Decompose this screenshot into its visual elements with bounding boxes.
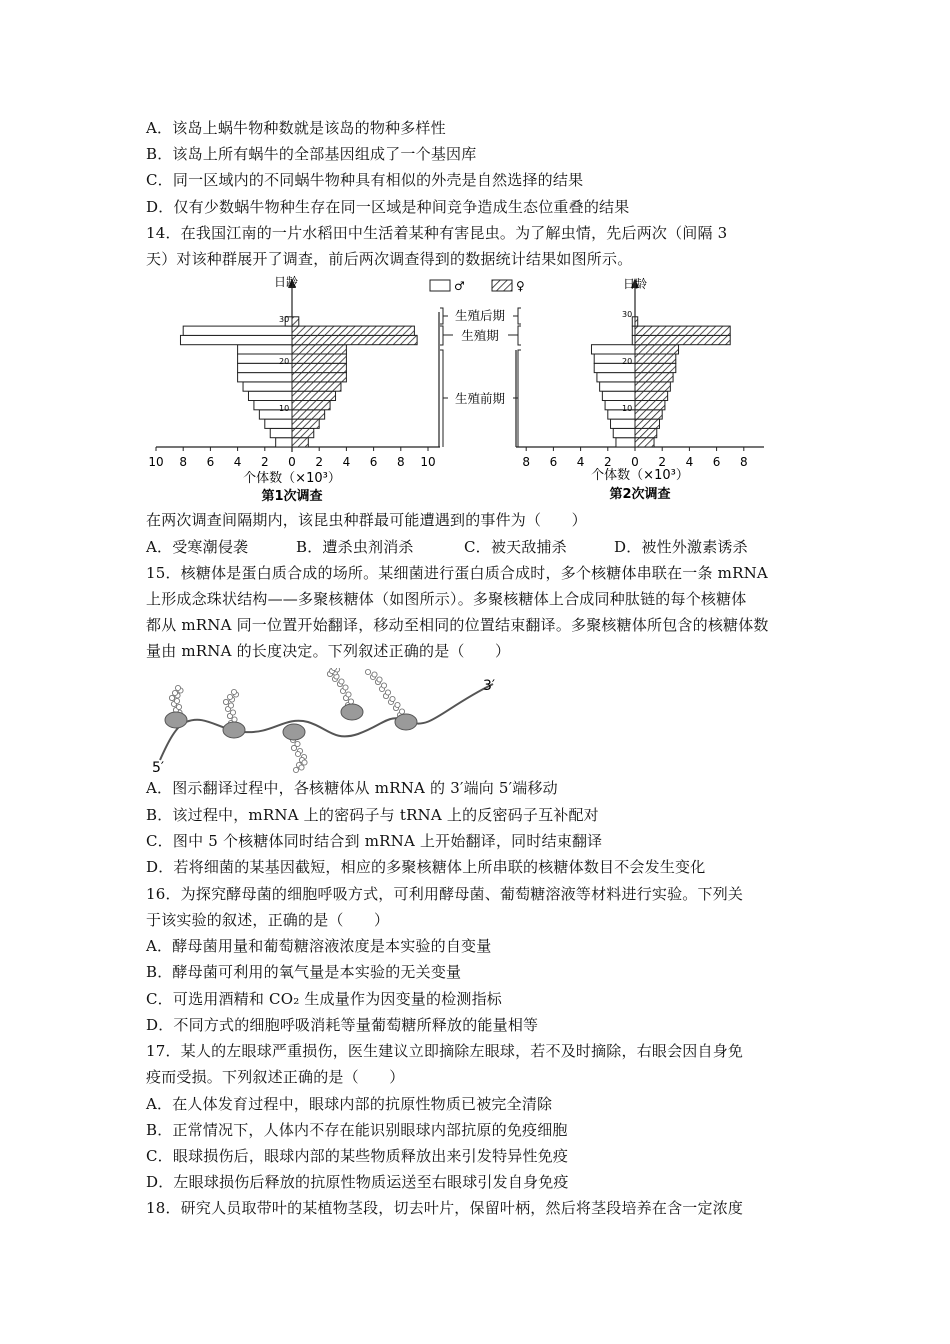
peptide-bead [395, 702, 400, 707]
q14-stem-line-1: 14．在我国江南的一片水稻田中生活着某种有害昆虫。为了解虫情，先后两次（间隔 3 [146, 224, 728, 242]
male-bar-10 [238, 345, 292, 354]
x-tick-label: 8 [739, 455, 748, 469]
female-bar-3 [292, 410, 325, 419]
q13-option-a[interactable]: A．该岛上蜗牛物种数就是该岛的物种多样性 [146, 119, 446, 137]
q17-stem-line-1: 17．某人的左眼球严重损伤，医生建议立即摘除左眼球，若不及时摘除，右眼会因自身免 [146, 1042, 744, 1060]
female-bar-6 [292, 382, 341, 391]
peptide-bead [343, 685, 348, 690]
q17-option-a[interactable]: A．在人体发育过程中，眼球内部的抗原性物质已被完全清除 [146, 1095, 553, 1113]
ribosome-1 [165, 712, 187, 728]
female-bar-12 [292, 326, 414, 335]
survey2-age-20: 20 [622, 357, 633, 366]
x-tick-label: 6 [549, 455, 558, 469]
stage-repro-label: 生殖期 [461, 328, 499, 343]
x-tick-label: 8 [522, 455, 531, 469]
q16-option-b[interactable]: B．酵母菌可利用的氧气量是本实验的无关变量 [146, 963, 462, 981]
q14-option-c[interactable]: C．被天敌捕杀 [464, 538, 567, 556]
peptide-bead [223, 699, 228, 704]
survey2-y-label: 日龄 [623, 277, 648, 291]
peptide-bead [227, 694, 232, 699]
peptide-bead [293, 767, 298, 772]
q17-option-b[interactable]: B．正常情况下，人体内不存在能识别眼球内部抗原的免疫细胞 [146, 1121, 568, 1139]
stage-pre-label: 生殖前期 [454, 391, 506, 406]
q16-option-d[interactable]: D．不同方式的细胞呼吸消耗等量葡萄糖所释放的能量相等 [146, 1016, 539, 1034]
x-tick-label: 6 [206, 455, 215, 469]
male-bar-0 [616, 438, 635, 447]
q13-option-b[interactable]: B．该岛上所有蜗牛的全部基因组成了一个基因库 [146, 145, 477, 163]
female-bar-11 [292, 335, 417, 344]
survey1-x-ticks [148, 447, 435, 469]
male-bar-6 [243, 382, 292, 391]
male-bar-7 [597, 373, 635, 382]
peptide-bead [331, 668, 336, 671]
female-bar-8 [292, 363, 346, 372]
male-bar-12 [183, 326, 292, 335]
legend-female-swatch [492, 280, 512, 291]
peptide-bead [291, 745, 296, 750]
male-bar-2 [265, 419, 292, 428]
female-bar-0 [292, 438, 308, 447]
survey1-caption: 第1次调查 [261, 489, 323, 504]
peptide-bead [228, 703, 233, 708]
x-tick-label: 2 [658, 455, 667, 469]
female-bar-1 [292, 428, 314, 437]
q16-stem-line-2: 于该实验的叙述，正确的是（ ） [146, 911, 390, 929]
x-tick-label: 8 [396, 455, 405, 469]
female-bar-2 [292, 419, 319, 428]
legend [430, 279, 525, 293]
mrna-3prime-label: 3′ [483, 678, 496, 694]
q14-option-b[interactable]: B．遭杀虫剂消杀 [296, 538, 414, 556]
peptide-bead [172, 690, 177, 695]
female-bar-13 [635, 317, 638, 326]
bracket-pre-right [518, 350, 521, 447]
x-tick-label: 0 [631, 455, 639, 469]
survey1-bars [180, 317, 417, 447]
peptide-bead [295, 751, 300, 756]
female-bar-2 [635, 419, 659, 428]
peptide-bead [299, 765, 304, 770]
q13-option-d[interactable]: D．仅有少数蜗牛物种生存在同一区域是种间竞争造成生态位重叠的结果 [146, 198, 630, 216]
x-tick-label: 0 [288, 455, 296, 469]
x-tick-label: 2 [260, 455, 269, 469]
q16-option-c[interactable]: C．可选用酒精和 CO₂ 生成量作为因变量的检测指标 [146, 990, 503, 1008]
q14-question: 在两次调查间隔期内，该昆虫种群最可能遭遇到的事件为（ ） [146, 511, 587, 529]
survey1-y-label: 日龄 [274, 275, 299, 289]
q15-option-d[interactable]: D．若将细菌的某基因截短，相应的多聚核糖体上所串联的核糖体数目不会发生变化 [146, 858, 706, 876]
bracket-repro-left [440, 326, 443, 345]
x-tick-label: 4 [233, 455, 242, 469]
q15-stem-line-2: 上形成念珠状结构——多聚核糖体（如图所示）。多聚核糖体上合成同种肽链的每个核糖体 [146, 590, 747, 608]
female-bar-7 [292, 373, 346, 382]
peptide-bead [399, 709, 404, 714]
stage-post-label: 生殖后期 [454, 308, 506, 323]
peptide-bead [381, 683, 386, 688]
q17-option-c[interactable]: C．眼球损伤后，眼球内部的某些物质释放出来引发特异性免疫 [146, 1147, 569, 1165]
peptide-bead [339, 679, 344, 684]
peptide-bead [174, 698, 179, 703]
q15-option-b[interactable]: B．该过程中，mRNA 上的密码子与 tRNA 上的反密码子互补配对 [146, 806, 599, 824]
q15-option-a[interactable]: A．图示翻译过程中，各核糖体从 mRNA 的 3′端向 5′端移动 [146, 779, 558, 797]
q15-stem-line-1: 15．核糖体是蛋白质合成的场所。某细菌进行蛋白质合成时，多个核糖体串联在一条 mRNA [146, 564, 768, 582]
female-bar-1 [635, 428, 657, 437]
q17-stem-line-2: 疫而受损。下列叙述正确的是（ ） [146, 1068, 405, 1086]
survey2-x-ticks [522, 447, 747, 469]
ribosome-2 [223, 722, 245, 738]
female-bar-9 [292, 354, 346, 363]
q14-option-d[interactable]: D．被性外激素诱杀 [614, 538, 748, 556]
q15-stem-line-4: 量由 mRNA 的长度决定。下列叙述正确的是（ ） [146, 642, 511, 660]
polyribosome-figure [148, 668, 508, 776]
male-bar-1 [613, 428, 635, 437]
survey1-age-20: 20 [279, 357, 290, 366]
x-tick-label: 2 [603, 455, 612, 469]
peptide-bead [348, 699, 353, 704]
female-bar-11 [635, 335, 730, 344]
peptide-bead [377, 677, 382, 682]
x-tick-label: 6 [712, 455, 721, 469]
x-tick-label: 6 [369, 455, 378, 469]
legend-female-label: ♀ [516, 279, 525, 293]
ribosome-3 [283, 724, 305, 740]
male-bar-7 [238, 373, 292, 382]
x-tick-label: 10 [148, 455, 164, 469]
survey2-x-label: 个体数（×10³） [591, 468, 689, 483]
peptide-bead [302, 760, 307, 765]
q15-option-c[interactable]: C．图中 5 个核糖体同时结合到 mRNA 上开始翻译，同时结束翻译 [146, 832, 603, 850]
q16-option-a[interactable]: A．酵母菌用量和葡萄糖溶液浓度是本实验的自变量 [146, 937, 492, 955]
female-bar-13 [292, 317, 299, 326]
q17-option-d[interactable]: D．左眼球损伤后释放的抗原性物质运送至右眼球引发自身免疫 [146, 1173, 569, 1191]
peptide-bead [175, 685, 180, 690]
peptide-bead [390, 696, 395, 701]
peptide-bead [346, 692, 351, 697]
male-bar-2 [611, 419, 635, 428]
mrna-strand [160, 684, 493, 760]
female-bar-3 [635, 410, 662, 419]
q15-stem-line-3: 都从 mRNA 同一位置开始翻译，移动至相同的位置结束翻译。多聚核糖体所包含的核糖体数 [146, 616, 769, 634]
female-bar-6 [635, 382, 670, 391]
female-bar-4 [292, 401, 330, 410]
male-bar-6 [600, 382, 635, 391]
x-tick-label: 8 [179, 455, 188, 469]
q16-stem-line-1: 16．为探究酵母菌的细胞呼吸方式，可利用酵母菌、葡萄糖溶液等材料进行实验。下列关 [146, 885, 744, 903]
q14-stem-line-2: 天）对该种群展开了调查，前后两次调查得到的数据统计结果如图所示。 [146, 250, 633, 268]
ribosome-5 [395, 714, 417, 730]
female-bar-10 [292, 345, 346, 354]
bracket-pre-left [440, 350, 443, 447]
female-bar-0 [635, 438, 654, 447]
q14-option-a[interactable]: A．受寒潮侵袭 [146, 538, 249, 556]
ribosome-4 [341, 704, 363, 720]
peptide-bead [232, 717, 237, 722]
survey2-caption: 第2次调查 [609, 487, 671, 502]
survey1-x-label: 个体数（×10³） [243, 471, 341, 486]
female-bar-12 [635, 326, 730, 335]
female-bar-5 [635, 391, 668, 400]
female-bar-9 [635, 354, 676, 363]
survey2-age-10: 10 [622, 404, 633, 413]
legend-male-swatch [430, 280, 450, 291]
peptide-bead [230, 710, 235, 715]
survey1-age-10: 10 [279, 404, 290, 413]
male-bar-11 [180, 335, 292, 344]
peptide-bead [169, 695, 174, 700]
peptide-bead [176, 704, 181, 709]
survey2-bars [591, 317, 730, 447]
male-bar-1 [270, 428, 292, 437]
bracket-post-right [518, 308, 521, 324]
peptide-bead [231, 689, 236, 694]
x-tick-label: 10 [420, 455, 436, 469]
legend-male-label: ♂ [454, 279, 465, 293]
peptide-bead [372, 672, 377, 677]
bracket-post-left [440, 308, 443, 324]
male-bar-0 [276, 438, 292, 447]
male-bar-5 [602, 391, 635, 400]
x-tick-label: 4 [342, 455, 351, 469]
x-tick-label: 2 [315, 455, 324, 469]
x-tick-label: 4 [685, 455, 694, 469]
male-bar-10 [591, 345, 635, 354]
q18-stem-line-1: 18．研究人员取带叶的某植物茎段，切去叶片，保留叶柄，然后将茎段培养在含一定浓度 [146, 1199, 744, 1217]
q14-options [146, 537, 748, 557]
bracket-repro-right [518, 326, 521, 345]
mrna-5prime-label: 5′ [152, 760, 165, 776]
peptide-bead [365, 669, 370, 674]
female-bar-8 [635, 363, 676, 372]
peptide-bead [385, 690, 390, 695]
female-bar-7 [635, 373, 673, 382]
age-pyramid-figure [140, 272, 780, 507]
female-bar-5 [292, 391, 336, 400]
survey1-age-30: 30 [279, 315, 290, 324]
female-bar-10 [635, 345, 679, 354]
male-bar-5 [248, 391, 292, 400]
survey2-age-30: 30 [622, 310, 633, 319]
female-bar-4 [635, 401, 665, 410]
x-tick-label: 4 [576, 455, 585, 469]
q13-option-c[interactable]: C．同一区域内的不同蜗牛物种具有相似的外壳是自然选择的结果 [146, 171, 584, 189]
